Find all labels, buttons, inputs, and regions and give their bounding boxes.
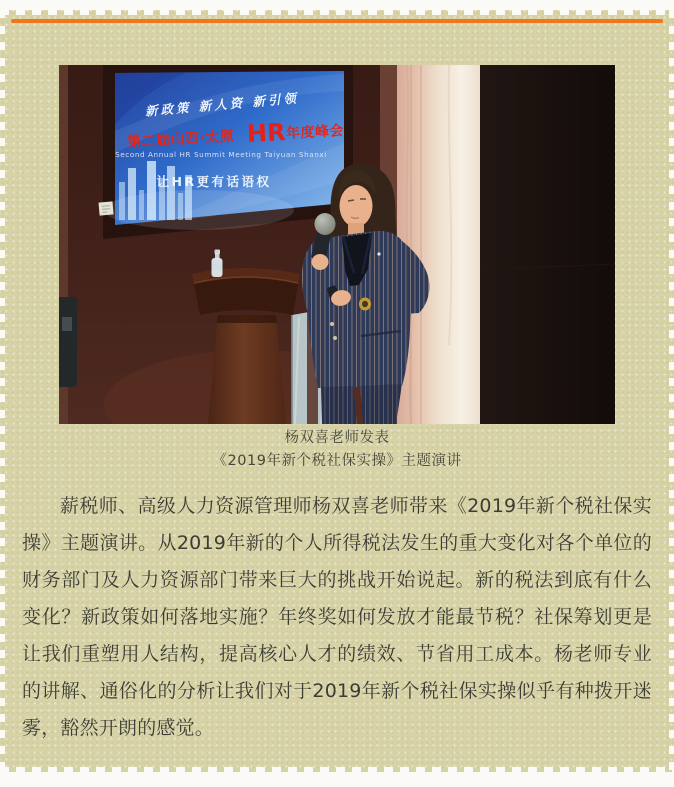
screen-title-prefix: 第二届山西·太原 [126,128,235,151]
barcode-sticker [99,201,114,215]
wall-switch [59,297,77,387]
trouser-leg-right [360,384,402,424]
perforation-right [669,10,674,772]
photo-caption-line2: 《2019年新个税社保实操》主题演讲 [212,453,462,469]
screen-title-hr: HR [246,118,287,149]
perforation-left [0,10,5,772]
speaker-photo [59,65,615,424]
article-paragraph: 薪税师、高级人力资源管理师杨双喜老师带来《2019年新个税社保实操》主题演讲。从2019年新的个人所得税法发生的重大变化对各个单位的财务部门及人力资源部门带来巨大的挑战开始说起。新的税法到底有什么变化？新政策如何落地实施？年终奖如何发放才能最节税？社保筹划更是让我们重塑用人结构，提高核心人才的绩效、节省用工成本。杨老师专业的讲解、通俗化的分析让我们对于2019年新个税社保实操似乎有种拨开迷雾，豁然开朗的感觉。 [22,495,652,739]
screen-subtitle-english: Second Annual HR Summit Meeting Taiyuan Shanxi [115,150,327,159]
trouser-leg-left [321,386,357,424]
microphone-head [315,213,336,235]
photo-scene [59,65,615,424]
screen-slogan-calligraphy: 新政策 新人资 新引领 [144,90,300,119]
dark-wall [480,65,615,424]
photo-caption [0,427,674,473]
screen-tagline: 让HR更有话语权 [156,174,272,189]
screen-title-suffix: 年度峰会 [285,122,345,143]
speaker-face [340,185,373,227]
stamp-panel [0,10,674,772]
accent-divider-line [11,19,663,23]
photo-caption-line1: 杨双喜老师发表 [284,430,390,446]
